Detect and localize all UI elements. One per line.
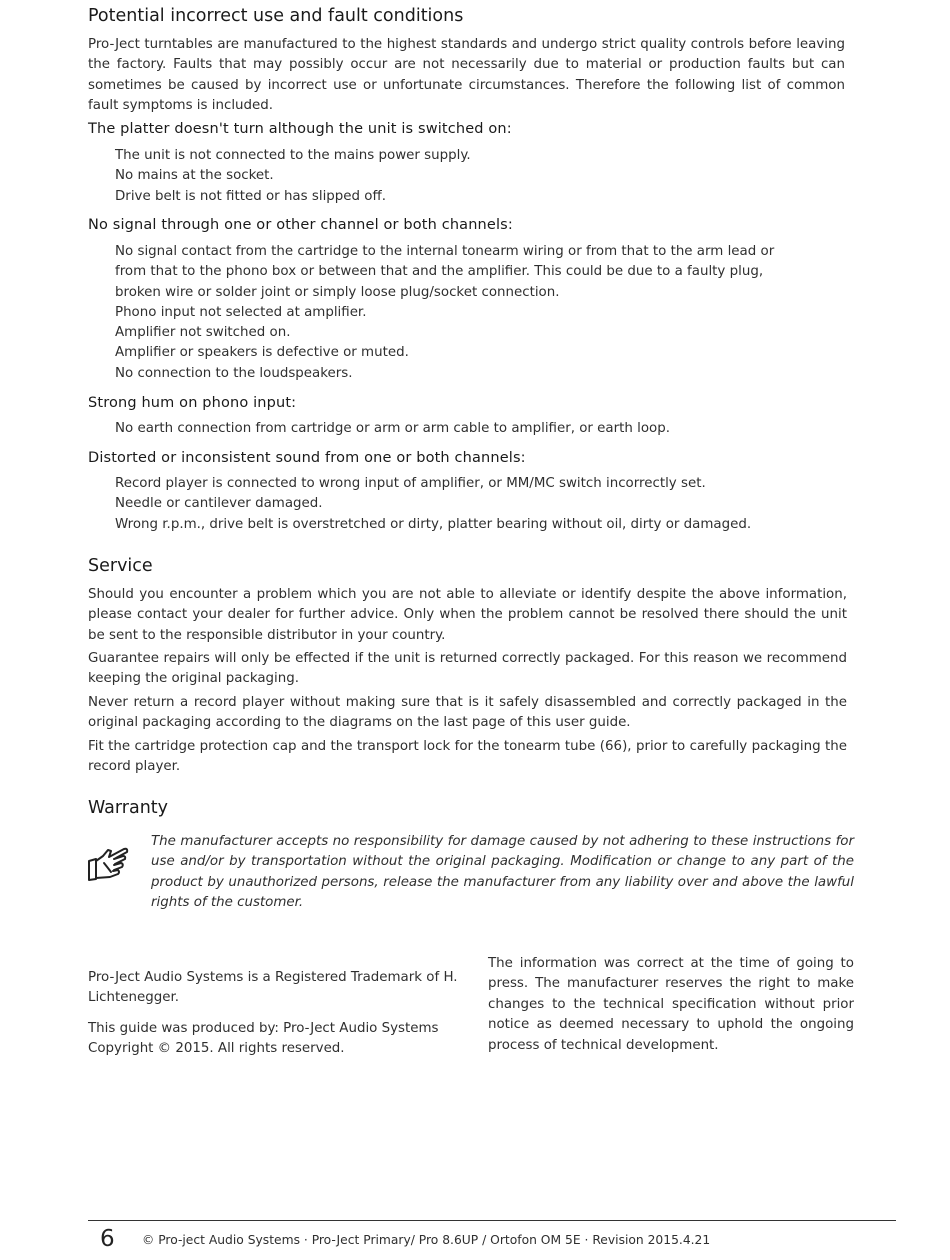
fault-group-list (115, 419, 670, 439)
service-paragraph: Should you encounter a problem which you are not able to alleviate or identify despite the above information, please contact your dealer for further advice. Only when the problem cannot be resolved there should the unit be sent to the responsible distributor in your country. (88, 587, 847, 643)
fault-line: Needle or cantilever damaged. (115, 496, 323, 512)
fault-line: from that to the phono box or between that and the amplifier. This could be due to a faulty plug, (115, 264, 764, 280)
copyright-note: Copyright © 2015. All rights reserved. (88, 1041, 345, 1056)
fault-line: No mains at the socket. (115, 168, 274, 184)
fault-line: Wrong r.p.m., drive belt is overstretched or dirty, platter bearing without oil, dirty or damaged. (115, 516, 752, 532)
fault-group-heading: No signal through one or other channel or both channels: (88, 217, 513, 233)
warranty-heading: Warranty (88, 798, 169, 818)
footer-rule (88, 1220, 896, 1221)
fault-line: Amplifier not switched on. (115, 325, 291, 341)
page-number: 6 (100, 1226, 115, 1252)
pointing-hand-icon (86, 838, 130, 882)
warranty-text: The manufacturer accepts no responsibility for damage caused by not adhering to these instructions for use and/or by transportation without the original packaging. Modification or change to any part of the product by unauthorized persons, release the manufacturer from any liability over and above the lawful rights of the customer. (151, 834, 854, 911)
service-paragraph: Fit the cartridge protection cap and the transport lock for the tonearm tube (66), prior to carefully packaging the record player. (88, 739, 847, 775)
fault-line: Drive belt is not fitted or has slipped off. (115, 188, 386, 204)
footer-text: © Pro-ject Audio Systems · Pro-Ject Primary/ Pro 8.6UP / Ortofon OM 5E · Revision 2015.4.21 (142, 1233, 711, 1247)
fault-line: The unit is not connected to the mains power supply. (115, 148, 471, 163)
fault-line: No earth connection from cartridge or arm or arm cable to amplifier, or earth loop. (115, 421, 670, 436)
fault-intro: Pro-Ject turntables are manufactured to the highest standards and undergo strict quality controls before leaving the factory. Faults that may possibly occur are not necessarily due to material or production faults but can sometimes be caused by incorrect use or unfortunate circumstances. Therefore the following list of common fault symptoms is included. (88, 37, 845, 114)
trademark-note: Pro-Ject Audio Systems is a Registered Trademark of H. Lichtenegger. (88, 970, 458, 1006)
fault-group-list (115, 474, 751, 535)
disclaimer-note: The information was correct at the time of going to press. The manufacturer reserves the right to make changes to the technical specification without prior notice as deemed necessary to uphold the ongoing process of technical development. (488, 956, 854, 1053)
fault-line: Phono input not selected at amplifier. (115, 304, 367, 320)
fault-group-list (115, 242, 774, 384)
fault-line: broken wire or solder joint or simply loose plug/socket connection. (115, 284, 560, 300)
fault-line: No connection to the loudspeakers. (115, 365, 353, 381)
fault-group-heading: Strong hum on phono input: (88, 395, 297, 411)
service-heading: Service (88, 556, 153, 576)
fault-group-heading: Distorted or inconsistent sound from one or both channels: (88, 450, 526, 466)
fault-heading: Potential incorrect use and fault conditions (88, 6, 464, 26)
service-paragraph: Never return a record player without making sure that is it safely disassembled and correctly packaged in the original packaging according to the diagrams on the last page of this user guide. (88, 695, 847, 731)
fault-line: No signal contact from the cartridge to the internal tonearm wiring or from that to the arm lead or (115, 244, 775, 259)
fault-line: Record player is connected to wrong input of amplifier, or MM/MC switch incorrectly set. (115, 476, 706, 491)
fault-line: Amplifier or speakers is defective or muted. (115, 345, 409, 361)
produced-by-note: This guide was produced by: Pro-Ject Audio Systems (88, 1021, 439, 1036)
service-paragraph: Guarantee repairs will only be effected if the unit is returned correctly packaged. For this reason we recommend keeping the original packaging. (88, 651, 847, 687)
fault-group-list (115, 146, 471, 207)
fault-group-heading: The platter doesn't turn although the unit is switched on: (88, 121, 512, 137)
